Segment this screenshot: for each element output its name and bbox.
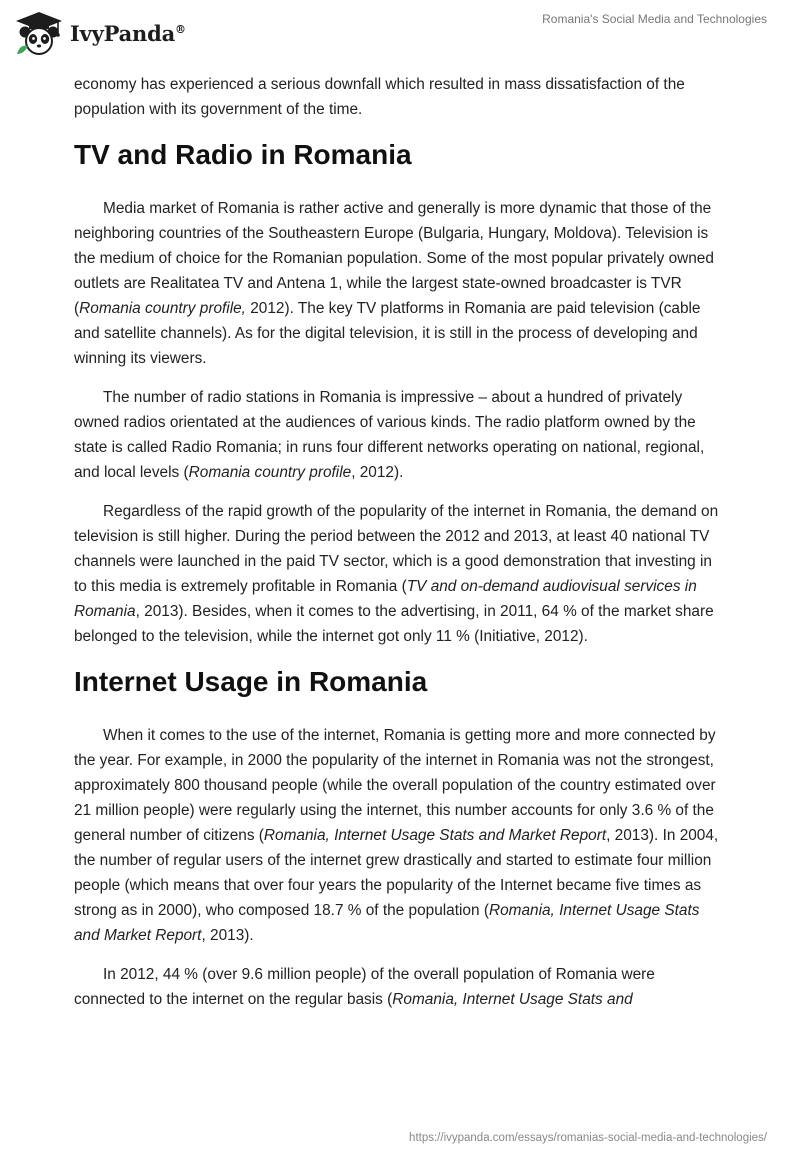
paragraph-radio: The number of radio stations in Romania is impressive – about a hundred of privately owned radios orientated at the audiences of various kinds. The radio platform owned by the state is called Radio Romania; in runs four different networks operating on national, regional, and local levels (Romania country profile, 2012). [74, 389, 705, 481]
document-title: Romania's Social Media and Technologies [542, 12, 767, 26]
citation: Romania, Internet Usage Stats and [392, 991, 633, 1008]
source-url[interactable]: https://ivypanda.com/essays/romanias-social-media-and-technologies/ [409, 1132, 767, 1144]
citation: Romania, Internet Usage Stats and Market Report [74, 902, 700, 944]
paragraph-internet-2012: In 2012, 44 % (over 9.6 million people) of the overall population of Romania were connected to the internet on the regular basis (Romania, Internet Usage Stats and [74, 966, 655, 1008]
page-header [0, 0, 800, 70]
intro-paragraph: economy has experienced a serious downfall which resulted in mass dissatisfaction of the population with its government of the time. [74, 76, 685, 118]
paragraph-internet-growth: When it comes to the use of the internet, Romania is getting more and more connected by the year. For example, in 2000 the popularity of the internet in Romania was not the strongest, approximately 800 thousand people (while the overall population of the country estimated over 21 million people) were regularly using the internet, this number accounts for only 3.6 % of the general number of citizens (Romania, Internet Usage Stats and Market Report, 2013). In 2004, the number of regular users of the internet grew drastically and started to estimate four million people (which means that over four years the popularity of the Internet became five times as strong as in 2000), who composed 18.7 % of the population (Romania, Internet Usage Stats and Market Report, 2013). [74, 727, 719, 944]
citation: Romania country profile, [79, 300, 246, 317]
citation: TV and on-demand audiovisual services in Romania [74, 578, 697, 620]
paragraph-tv-demand: Regardless of the rapid growth of the popularity of the internet in Romania, the demand on television is still higher. During the period between the 2012 and 2013, at least 40 national TV channels were launched in the paid TV sector, which is a good demonstration that investing in to this media is extremely profitable in Romania (TV and on-demand audiovisual services in Romania, 2013). Besides, when it comes to the advertising, in 2011, 64 % of the market share belonged to the television, while the internet got only 11 % (Initiative, 2012). [74, 503, 719, 645]
ivypanda-logo[interactable] [14, 8, 186, 58]
logo-wordmark: IvyPanda® [70, 20, 186, 46]
paragraph-tv-market: Media market of Romania is rather active and generally is more dynamic that those of the neighboring countries of the Southeastern Europe (Bulgaria, Hungary, Moldova). Television is the medium of choice for the Romanian population. Some of the most popular privately owned outlets are Realitatea TV and Antena 1, while the largest state-owned broadcaster is TVR (Romania country profile, 2012). The key TV platforms in Romania are paid television (cable and satellite channels). As for the digital television, it is still in the process of developing and winning its viewers. [74, 200, 714, 367]
panda-graduate-icon [14, 10, 64, 56]
citation: Romania country profile [188, 464, 352, 481]
section-heading-internet: Internet Usage in Romania [74, 666, 428, 697]
citation: Romania, Internet Usage Stats and Market Report [263, 827, 607, 844]
article-body [74, 72, 724, 1026]
section-heading-tv-radio: TV and Radio in Romania [74, 139, 412, 170]
